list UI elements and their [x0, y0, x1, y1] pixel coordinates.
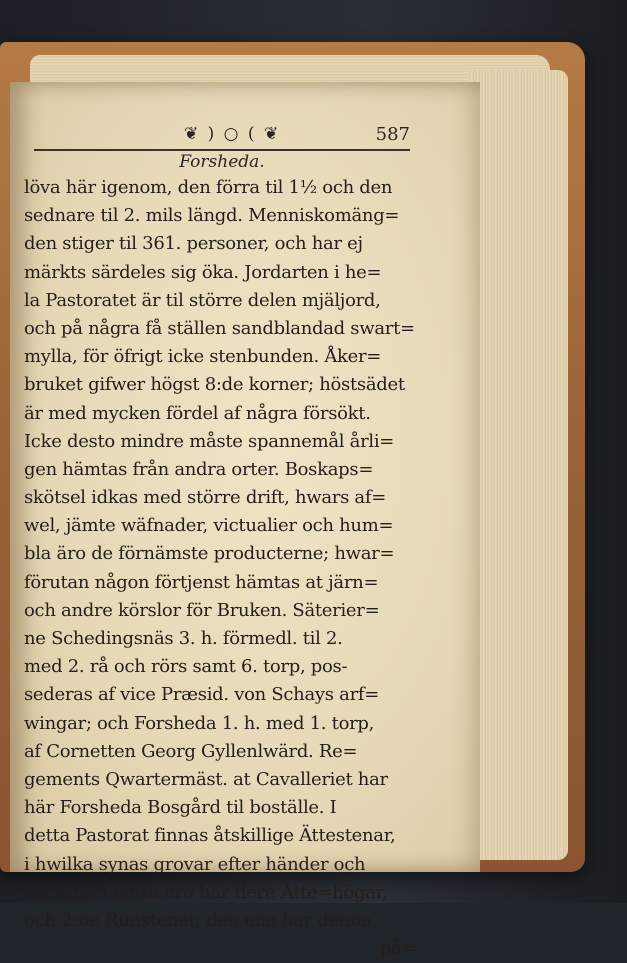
header-ornament: ❦ ) ○ ( ❦ [184, 124, 281, 144]
text-line: bla äro de förnämste producterne; hwar= [24, 543, 395, 565]
book-page [10, 82, 480, 960]
text-line: sederas af vice Præsid. von Schays arf= [24, 684, 380, 706]
header-rule [34, 149, 410, 151]
text-line: af Cornetten Georg Gyllenlwärd. Re= [24, 740, 358, 762]
text-line: mylla, för öfrigt icke stenbunden. Åker= [24, 346, 382, 368]
text-line: är med mycken fördel af några försökt. [24, 402, 371, 424]
text-line: gen hämtas från andra orter. Boskaps= [24, 458, 374, 480]
body-text [24, 174, 422, 963]
text-line: löva här igenom, den förra til 1½ och den [24, 177, 393, 198]
text-line: sednare til 2. mils längd. Menniskomäng= [24, 205, 400, 227]
text-line: ne Schedingsnäs 3. h. förmedl. til 2. [24, 628, 343, 649]
text-line: förutan någon förtjenst hämtas at järn= [24, 571, 379, 593]
text-line: Icke desto mindre måste spannemål årli= [24, 430, 395, 452]
text-line: skötsel idkas med större drift, hwars af= [24, 487, 387, 509]
text-line: detta Pastorat finnas åtskillige Ättestenar, [24, 825, 396, 847]
text-line: och 2:ne Runstenar, den ena har denna [24, 909, 372, 931]
text-line: med 2. rå och rörs samt 6. torp, pos- [24, 656, 348, 678]
text-line: la Pastoratet är til större delen mjäljord, [24, 289, 381, 311]
page-block-edge [468, 70, 568, 860]
text-line: bruket gifwer högst 8:de korner; höstsädet [24, 374, 405, 396]
text-line: hufwud. Likaså äro här flere Ätte=högar, [24, 881, 388, 903]
running-title: Forsheda. [179, 152, 265, 172]
text-line: wingar; och Forsheda 1. h. med 1. torp, [24, 712, 375, 734]
text-line: märkts särdeles sig öka. Jordarten i he= [24, 261, 382, 283]
catchword: på= [379, 938, 416, 960]
text-line: i hwilka synas grovar efter händer och [24, 853, 366, 875]
text-line: och på några få ställen sandblandad swart= [24, 317, 415, 339]
text-line: gements Qwartermäst. at Cavalleriet har [24, 768, 388, 790]
text-line: wel, jämte wäfnader, victualier och hum= [24, 515, 394, 537]
text-line: här Forsheda Bosgård til boställe. I [24, 797, 337, 819]
text-line: den stiger til 361. personer, och har ej [24, 233, 363, 255]
page-number: 587 [375, 124, 410, 145]
text-line: och andre körslor för Bruken. Säterier= [24, 599, 380, 621]
page-header [34, 124, 410, 146]
